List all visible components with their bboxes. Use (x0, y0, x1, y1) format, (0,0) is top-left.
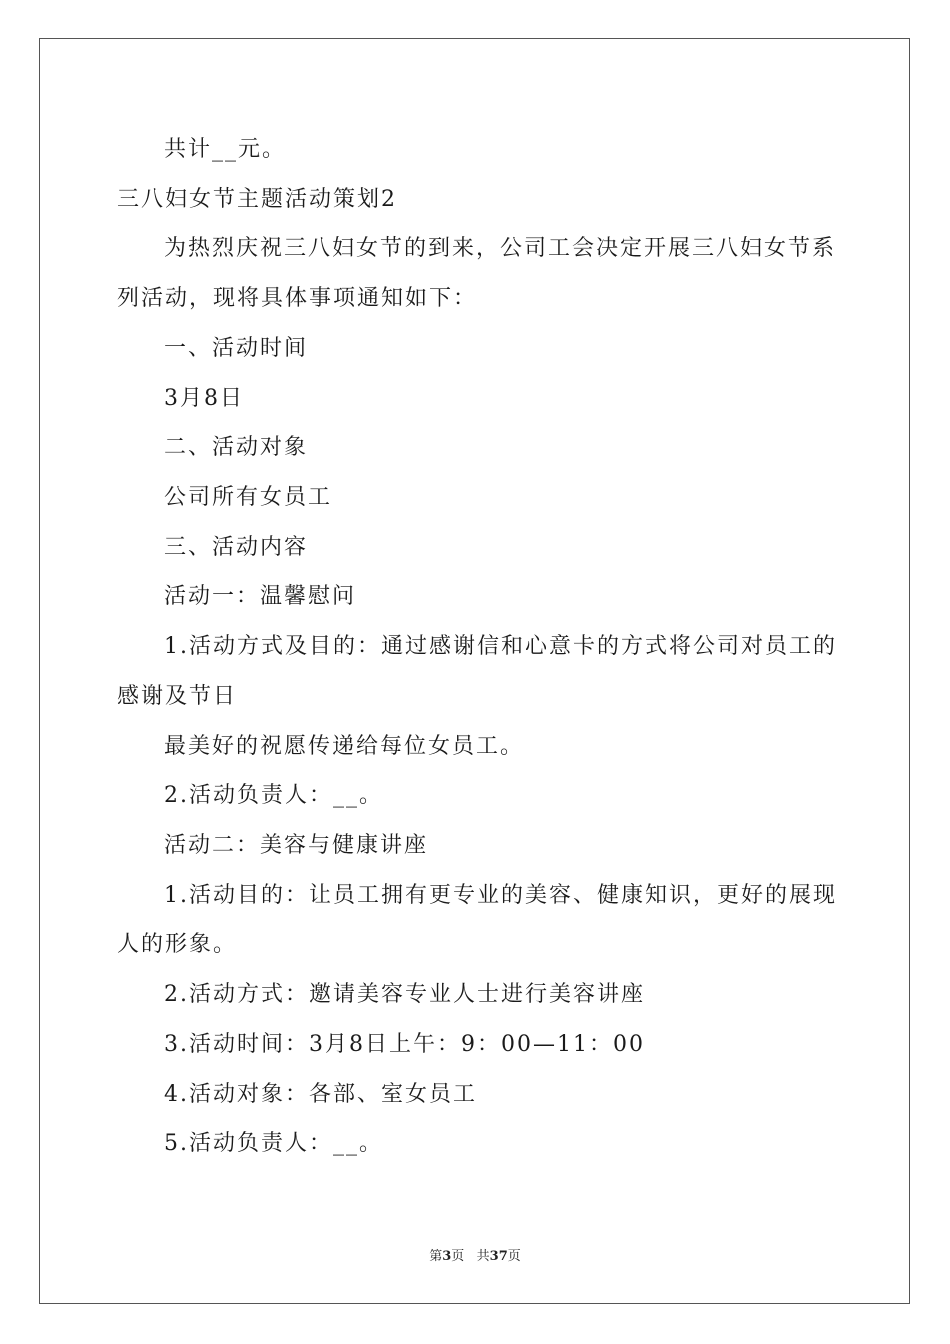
text-line: 2.活动方式：邀请美容专业人士进行美容讲座 (164, 982, 645, 1007)
text-line: 为热烈庆祝三八妇女节的到来，公司工会决定开展三八妇女节系 (164, 236, 837, 261)
text-line: 人的形象。 (117, 932, 238, 957)
footer-mid: 页 共 (451, 1249, 490, 1264)
text-line: 5.活动负责人：__。 (164, 1131, 383, 1156)
text-line: 1.活动目的：让员工拥有更专业的美容、健康知识，更好的展现 (164, 883, 837, 908)
text-line: 感谢及节日 (117, 684, 238, 709)
page-border (39, 38, 910, 1304)
section-title: 三八妇女节主题活动策划2 (117, 187, 397, 212)
current-page-number: 3 (442, 1249, 452, 1264)
text-line: 4.活动对象：各部、室女员工 (164, 1082, 477, 1107)
text-line: 最美好的祝愿传递给每位女员工。 (164, 734, 525, 759)
text-line: 二、活动对象 (164, 435, 309, 460)
text-line: 1.活动方式及目的：通过感谢信和心意卡的方式将公司对员工的 (164, 634, 837, 659)
text-line: 公司所有女员工 (164, 485, 333, 510)
text-line: 三、活动内容 (164, 535, 309, 560)
text-line: 2.活动负责人：__。 (164, 783, 383, 808)
text-line: 3.活动时间：3月8日上午：9：00—11：00 (164, 1032, 645, 1057)
text-line: 一、活动时间 (164, 336, 309, 361)
text-line: 共计__元。 (164, 137, 287, 162)
footer-prefix: 第 (429, 1249, 443, 1264)
text-line: 3月8日 (164, 386, 244, 411)
text-line: 活动二：美容与健康讲座 (164, 833, 429, 858)
total-page-count: 37 (489, 1249, 508, 1264)
footer-suffix: 页 (507, 1249, 521, 1264)
text-line: 活动一：温馨慰问 (164, 584, 357, 609)
page-footer (0, 1248, 950, 1266)
text-line: 列活动，现将具体事项通知如下： (117, 286, 478, 311)
